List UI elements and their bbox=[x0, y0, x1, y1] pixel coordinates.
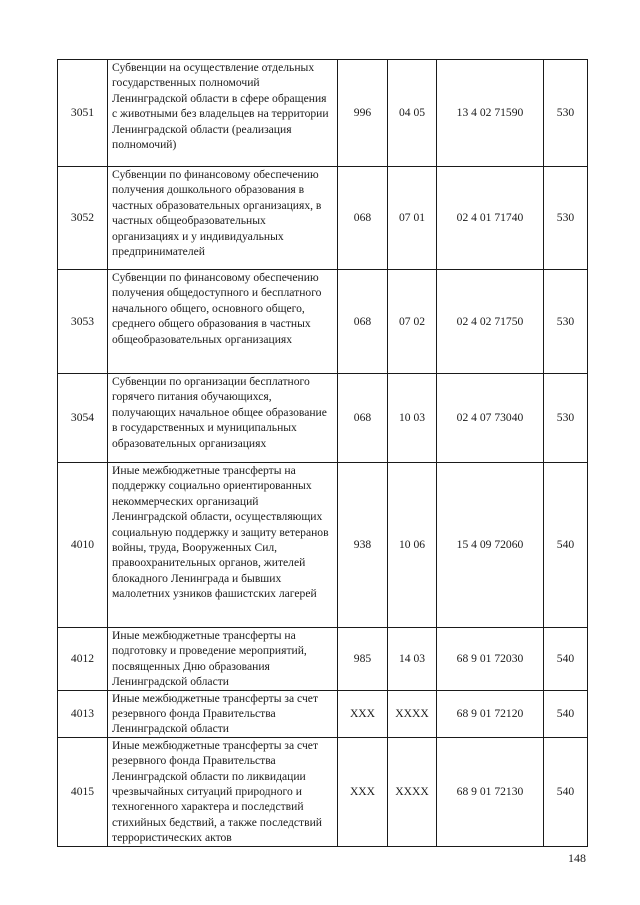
row-description: Субвенции по финансовому обеспечению получения дошкольного образования в частных образовательных организациях, в частных общеобразовательных организациях и у индивидуальных предпринимателей bbox=[108, 167, 338, 270]
row-code: 3052 bbox=[58, 167, 108, 270]
row-section: 10 03 bbox=[388, 374, 437, 463]
page-number: 148 bbox=[568, 851, 586, 865]
row-target-article: 68 9 01 72120 bbox=[437, 690, 544, 737]
row-description: Иные межбюджетные трансферты на поддержку социально ориентированных некоммерческих организаций Ленинградской области, осуществляющих социальную поддержку и защиту ветеранов войны, труда, Вооруженных Сил, правоохранительных органов, жителей блокадного Ленинграда и бывших малолетних узников фашистских лагерей bbox=[108, 463, 338, 628]
row-target-article: 68 9 01 72130 bbox=[437, 737, 544, 846]
row-code: 3051 bbox=[58, 60, 108, 167]
row-grbs: XXX bbox=[338, 737, 388, 846]
row-code: 3053 bbox=[58, 270, 108, 374]
table-row bbox=[58, 737, 588, 846]
table-row bbox=[58, 628, 588, 691]
row-code: 4013 bbox=[58, 690, 108, 737]
row-expense-type: 540 bbox=[544, 737, 588, 846]
row-section: 07 02 bbox=[388, 270, 437, 374]
row-code: 4015 bbox=[58, 737, 108, 846]
table-row bbox=[58, 463, 588, 628]
row-section: XXXX bbox=[388, 690, 437, 737]
row-section: XXXX bbox=[388, 737, 437, 846]
row-target-article: 15 4 09 72060 bbox=[437, 463, 544, 628]
row-grbs: 996 bbox=[338, 60, 388, 167]
row-section: 14 03 bbox=[388, 628, 437, 691]
row-section: 07 01 bbox=[388, 167, 437, 270]
table-row bbox=[58, 167, 588, 270]
row-expense-type: 540 bbox=[544, 690, 588, 737]
table-row bbox=[58, 374, 588, 463]
row-description: Субвенции по финансовому обеспечению получения общедоступного и бесплатного начального общего, основного общего, среднего общего образования в частных общеобразовательных организациях bbox=[108, 270, 338, 374]
table-row bbox=[58, 690, 588, 737]
row-description: Иные межбюджетные трансферты за счет резервного фонда Правительства Ленинградской области bbox=[108, 690, 338, 737]
row-target-article: 02 4 01 71740 bbox=[437, 167, 544, 270]
table-row bbox=[58, 60, 588, 167]
row-expense-type: 540 bbox=[544, 463, 588, 628]
row-target-article: 02 4 07 73040 bbox=[437, 374, 544, 463]
row-description: Иные межбюджетные трансферты на подготовку и проведение мероприятий, посвященных Дню образования Ленинградской области bbox=[108, 628, 338, 691]
row-grbs: 938 bbox=[338, 463, 388, 628]
row-description: Иные межбюджетные трансферты за счет резервного фонда Правительства Ленинградской области по ликвидации чрезвычайных ситуаций природного и техногенного характера и последствий стихийных бедствий, а также последствий террористических актов bbox=[108, 737, 338, 846]
row-target-article: 68 9 01 72030 bbox=[437, 628, 544, 691]
row-description: Субвенции по организации бесплатного горячего питания обучающихся, получающих начальное общее образование в государственных и муниципальных образовательных организациях bbox=[108, 374, 338, 463]
row-expense-type: 530 bbox=[544, 60, 588, 167]
row-grbs: 068 bbox=[338, 374, 388, 463]
row-target-article: 13 4 02 71590 bbox=[437, 60, 544, 167]
row-expense-type: 530 bbox=[544, 167, 588, 270]
row-grbs: 068 bbox=[338, 167, 388, 270]
row-section: 04 05 bbox=[388, 60, 437, 167]
row-section: 10 06 bbox=[388, 463, 437, 628]
row-grbs: 985 bbox=[338, 628, 388, 691]
row-expense-type: 530 bbox=[544, 270, 588, 374]
table-row bbox=[58, 270, 588, 374]
row-description: Субвенции на осуществление отдельных государственных полномочий Ленинградской области в сфере обращения с животными без владельцев на территории Ленинградской области (реализация полномочий) bbox=[108, 60, 338, 167]
budget-codes-table bbox=[57, 59, 588, 847]
row-grbs: XXX bbox=[338, 690, 388, 737]
row-code: 3054 bbox=[58, 374, 108, 463]
row-target-article: 02 4 02 71750 bbox=[437, 270, 544, 374]
row-code: 4012 bbox=[58, 628, 108, 691]
row-expense-type: 540 bbox=[544, 628, 588, 691]
row-expense-type: 530 bbox=[544, 374, 588, 463]
row-code: 4010 bbox=[58, 463, 108, 628]
row-grbs: 068 bbox=[338, 270, 388, 374]
